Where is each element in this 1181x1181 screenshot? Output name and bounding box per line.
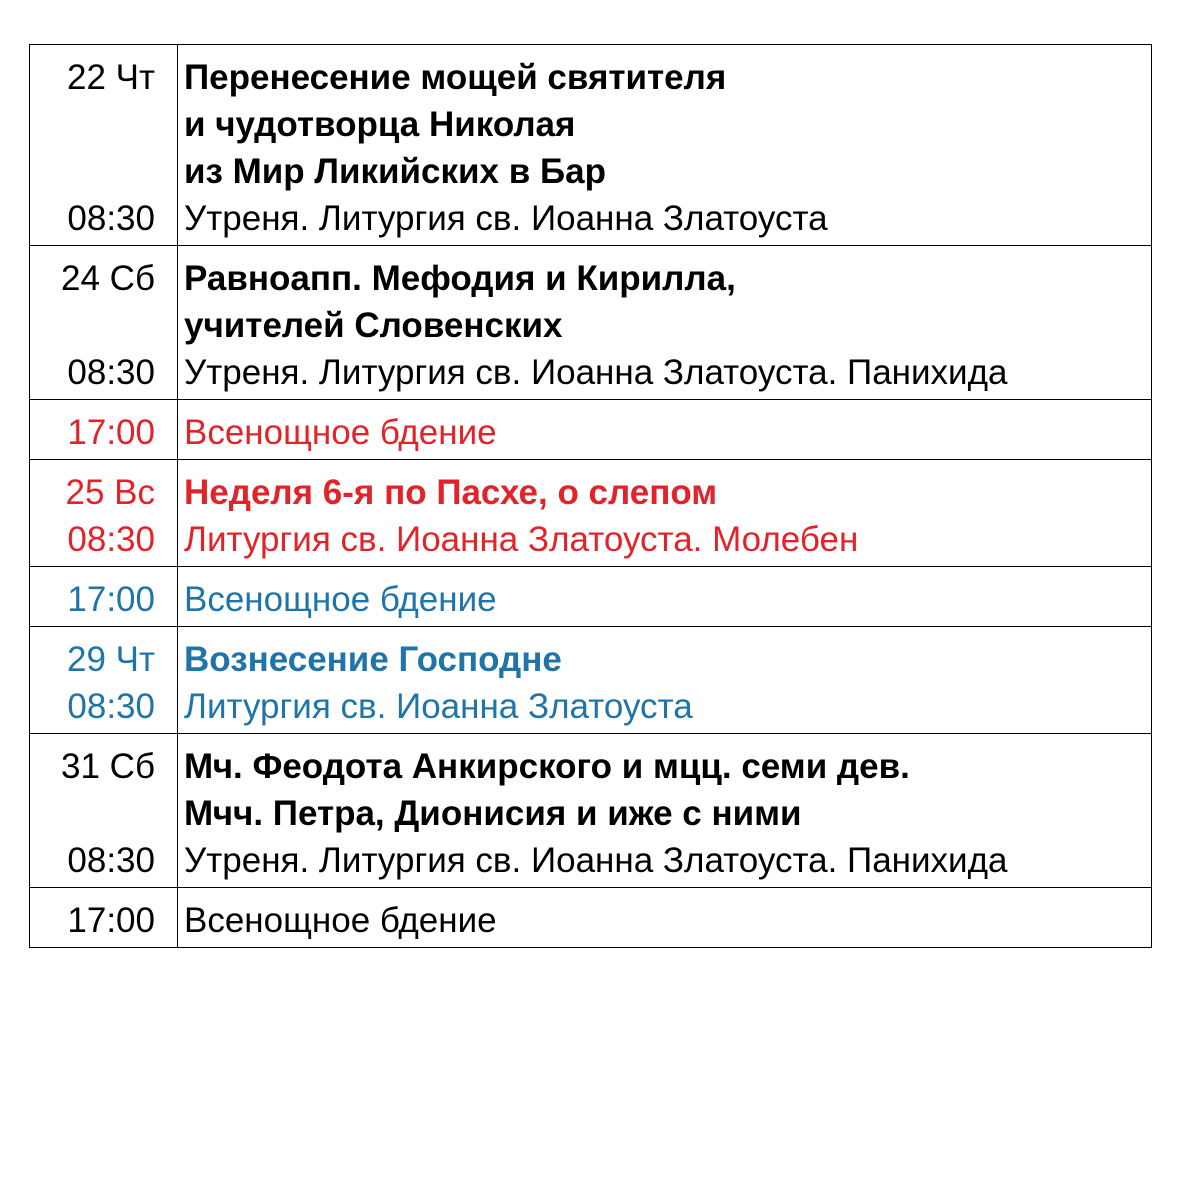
date-time-cell bbox=[30, 400, 178, 460]
schedule-row bbox=[30, 460, 1152, 567]
service-description: Литургия св. Иоанна Златоуста bbox=[184, 687, 693, 726]
schedule-body bbox=[30, 45, 1152, 948]
service-description: Утреня. Литургия св. Иоанна Златоуста bbox=[184, 199, 828, 238]
date-time-label: 17:00 bbox=[67, 901, 155, 940]
date-time-cell bbox=[30, 460, 178, 567]
feast-title: Мч. Феодота Анкирского и мцц. семи дев. bbox=[184, 747, 910, 786]
feast-title: Неделя 6-я по Пасхе, о слепом bbox=[184, 473, 718, 512]
service-description: Утреня. Литургия св. Иоанна Златоуста. Панихида bbox=[184, 353, 1008, 392]
date-time-label: 08:30 bbox=[67, 199, 155, 238]
date-time-label: 25 Вс bbox=[65, 473, 155, 512]
date-time-label: 08:30 bbox=[67, 353, 155, 392]
date-time-label: 08:30 bbox=[67, 520, 155, 559]
feast-title: и чудотворца Николая bbox=[184, 105, 576, 144]
date-time-cell bbox=[30, 627, 178, 734]
date-time-cell bbox=[30, 246, 178, 400]
service-description: Всенощное бдение bbox=[184, 901, 497, 940]
schedule-row bbox=[30, 567, 1152, 627]
service-cell bbox=[178, 734, 1152, 888]
feast-title: Перенесение мощей святителя bbox=[184, 58, 727, 97]
service-cell bbox=[178, 460, 1152, 567]
schedule-row bbox=[30, 734, 1152, 888]
schedule-row bbox=[30, 45, 1152, 246]
schedule-row bbox=[30, 400, 1152, 460]
date-time-label: 22 Чт bbox=[66, 58, 155, 97]
service-cell bbox=[178, 45, 1152, 246]
schedule-row bbox=[30, 246, 1152, 400]
schedule-row bbox=[30, 627, 1152, 734]
service-cell bbox=[178, 246, 1152, 400]
service-description: Всенощное бдение bbox=[184, 580, 497, 619]
service-cell bbox=[178, 888, 1152, 948]
date-time-label: 31 Сб bbox=[61, 747, 155, 786]
schedule-table bbox=[29, 44, 1152, 948]
feast-title: Мчч. Петра, Дионисия и иже с ними bbox=[184, 794, 802, 833]
schedule-row bbox=[30, 888, 1152, 948]
date-time-label: 24 Сб bbox=[61, 259, 155, 298]
date-time-label: 08:30 bbox=[67, 687, 155, 726]
date-time-cell bbox=[30, 734, 178, 888]
date-time-cell bbox=[30, 45, 178, 246]
date-time-label: 17:00 bbox=[67, 413, 155, 452]
feast-title: Вознесение Господне bbox=[184, 640, 562, 679]
feast-title: учителей Словенских bbox=[184, 306, 563, 345]
date-time-label: 08:30 bbox=[67, 841, 155, 880]
service-cell bbox=[178, 627, 1152, 734]
service-description: Всенощное бдение bbox=[184, 413, 497, 452]
service-description: Литургия св. Иоанна Златоуста. Молебен bbox=[184, 520, 859, 559]
date-time-cell bbox=[30, 567, 178, 627]
service-cell bbox=[178, 567, 1152, 627]
date-time-cell bbox=[30, 888, 178, 948]
date-time-label: 29 Чт bbox=[66, 640, 155, 679]
service-cell bbox=[178, 400, 1152, 460]
service-description: Утреня. Литургия св. Иоанна Златоуста. Панихида bbox=[184, 841, 1008, 880]
date-time-label: 17:00 bbox=[67, 580, 155, 619]
feast-title: Равноапп. Мефодия и Кирилла, bbox=[184, 259, 736, 298]
feast-title: из Мир Ликийских в Бар bbox=[184, 152, 606, 191]
